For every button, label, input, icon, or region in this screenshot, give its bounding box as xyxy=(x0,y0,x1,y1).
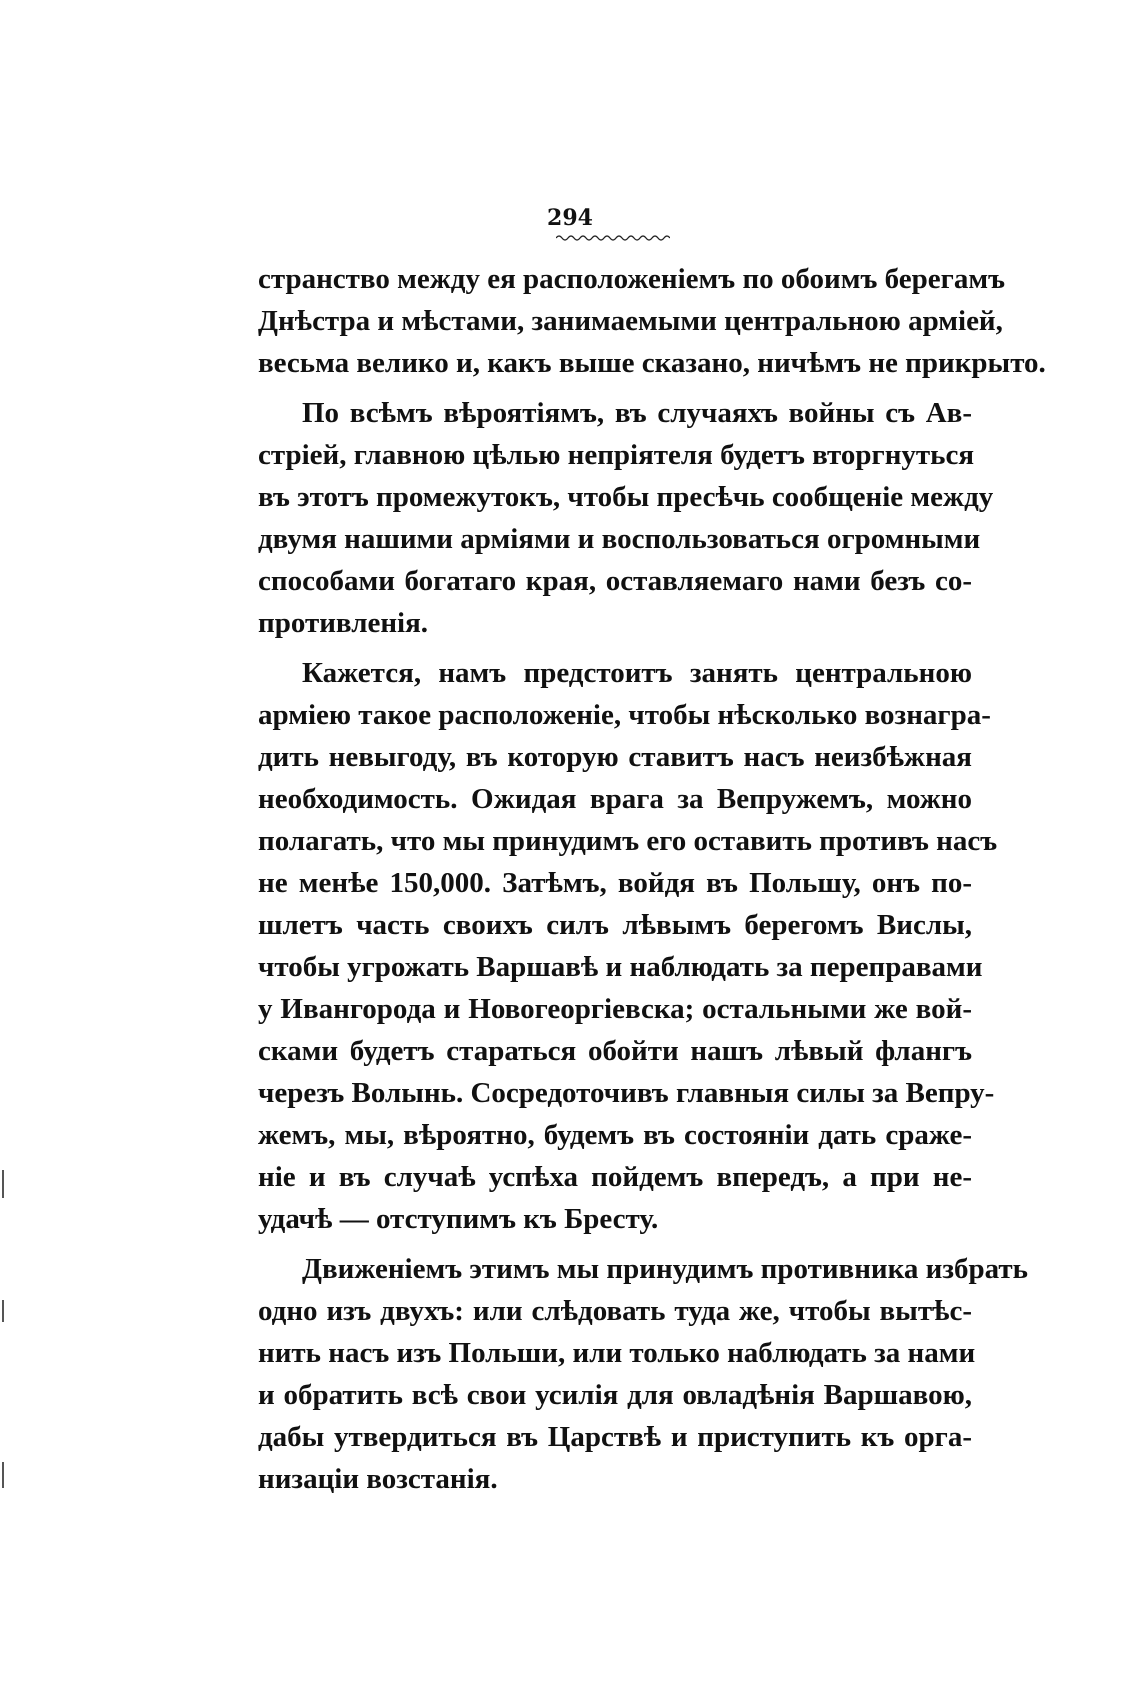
text-line: въ этотъ промежутокъ, чтобы пресѣчь сообщеніе между xyxy=(258,481,994,513)
text-line: и обратить всѣ свои усилія для овладѣнія Варшавою, xyxy=(258,1379,972,1411)
paragraph xyxy=(258,392,994,644)
text-line: чтобы угрожать Варшавѣ и наблюдать за переправами xyxy=(258,951,983,983)
text-line: способами богатаго края, оставляемаго нами безъ со- xyxy=(258,565,972,597)
text-line: дабы утвердиться въ Царствѣ и приступить къ орга- xyxy=(258,1421,972,1453)
text-line: Движеніемъ этимъ мы принудимъ противника избрать xyxy=(302,1253,1028,1285)
text-line: дить невыгоду, въ которую ставитъ насъ неизбѣжная xyxy=(258,741,972,773)
text-line: По всѣмъ вѣроятіямъ, въ случаяхъ войны съ Ав- xyxy=(302,397,972,429)
scan-edge-mark xyxy=(2,1462,4,1488)
text-line: необходимость. Ожидая врага за Вепружемъ, можно xyxy=(258,783,972,815)
text-line: полагать, что мы принудимъ его оставить противъ насъ xyxy=(258,825,998,857)
text-line: у Ивангорода и Новогеоргіевска; остальными же вой- xyxy=(258,993,972,1025)
text-line: одно изъ двухъ: или слѣдовать туда же, чтобы вытѣс- xyxy=(258,1295,972,1327)
text-line: жемъ, мы, вѣроятно, будемъ въ состояніи дать сраже- xyxy=(258,1119,972,1151)
text-line: удачѣ — отступимъ къ Бресту. xyxy=(258,1203,659,1235)
paragraph xyxy=(258,652,998,1240)
text-line: низаціи возстанія. xyxy=(258,1463,498,1495)
text-line: черезъ Волынь. Сосредоточивъ главныя силы за Вепру- xyxy=(258,1077,995,1109)
text-line: противленія. xyxy=(258,607,429,639)
text-line: ніе и въ случаѣ успѣха пойдемъ впередъ, а при не- xyxy=(258,1161,972,1193)
text-line: Кажется, намъ предстоитъ занять центральною xyxy=(302,657,972,689)
page-number: 294 xyxy=(547,205,593,231)
paragraph xyxy=(258,258,1046,384)
text-line: не менѣе 150,000. Затѣмъ, войдя въ Польшу, онъ по- xyxy=(258,867,972,899)
paragraph xyxy=(258,1248,1028,1500)
text-line: весьма велико и, какъ выше сказано, ничѣмъ не прикрыто. xyxy=(258,347,1046,379)
text-line: нить насъ изъ Польши, или только наблюдать за нами xyxy=(258,1337,976,1369)
text-line: арміею такое расположеніе, чтобы нѣсколько вознагра- xyxy=(258,699,991,731)
text-line: шлетъ часть своихъ силъ лѣвымъ берегомъ Вислы, xyxy=(258,909,972,941)
text-line: странство между ея расположеніемъ по обоимъ берегамъ xyxy=(258,263,1005,295)
wavy-ornament-rule xyxy=(556,234,670,242)
scan-edge-mark xyxy=(2,1300,4,1322)
text-line: сками будетъ стараться обойти нашъ лѣвый флангъ xyxy=(258,1035,972,1067)
text-line: стріей, главною цѣлью непріятеля будетъ вторгнуться xyxy=(258,439,975,471)
body-text xyxy=(258,258,1046,1508)
text-line: Днѣстра и мѣстами, занимаемыми центральною арміей, xyxy=(258,305,1003,337)
text-line: двумя нашими арміями и воспользоваться огромными xyxy=(258,523,981,555)
scan-edge-mark xyxy=(2,1170,4,1198)
